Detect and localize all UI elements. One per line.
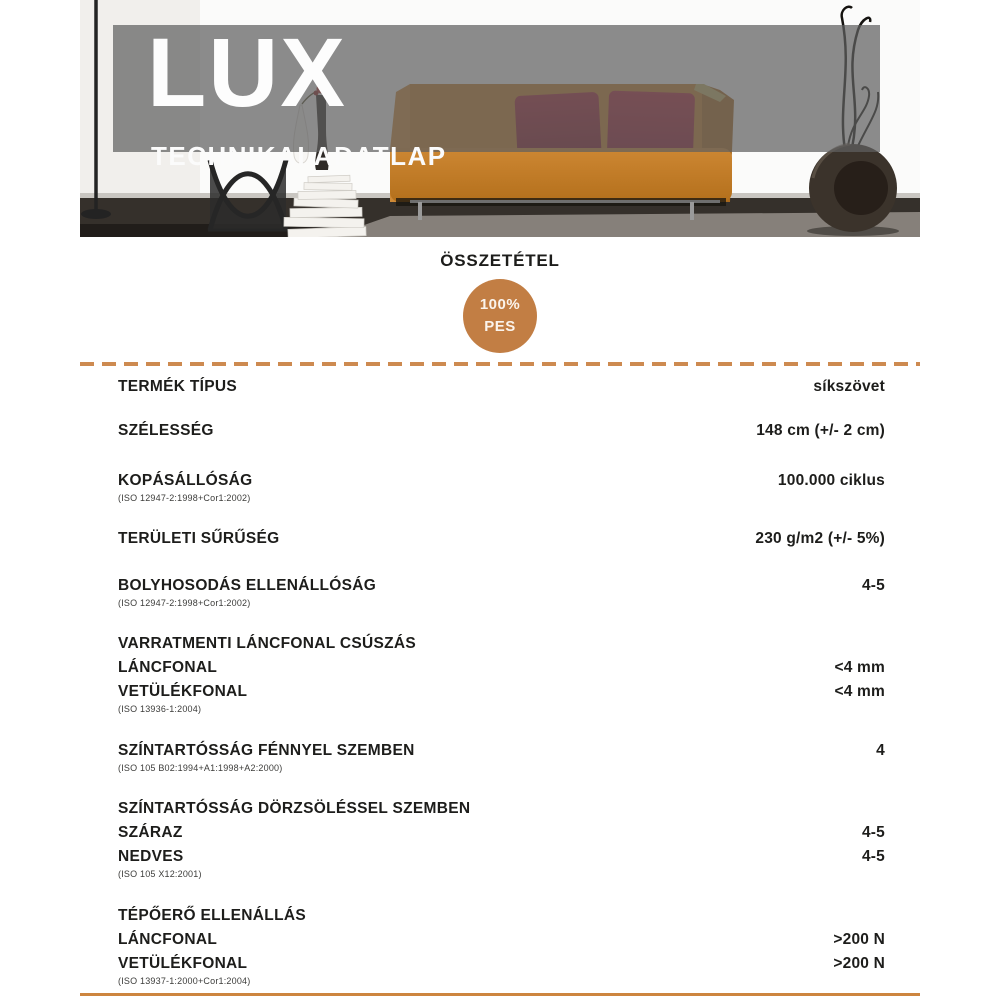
spec-value: <4 mm [834, 683, 885, 700]
spec-value: 230 g/m2 (+/- 5%) [755, 530, 885, 547]
page-subtitle: TECHNIKAI ADATLAP [151, 141, 447, 171]
spec-row-tear-strength [118, 907, 885, 986]
spec-value: 148 cm (+/- 2 cm) [756, 422, 885, 439]
spec-sublabel: VETÜLÉKFONAL [118, 955, 248, 972]
iso-reference: (ISO 105 B02:1994+A1:1998+A2:2000) [118, 763, 283, 773]
spec-table [80, 366, 920, 986]
spec-sublabel: SZÁRAZ [118, 824, 183, 841]
spec-row-product-type [118, 378, 885, 396]
page-content [80, 0, 920, 1000]
spec-group-label: SZÍNTARTÓSSÁG DÖRZSÖLÉSSEL SZEMBEN [118, 800, 471, 817]
page-title: LUX [147, 18, 347, 127]
spec-row-seam-slippage [118, 635, 885, 714]
spec-label: BOLYHOSODÁS ELLENÁLLÓSÁG [118, 577, 377, 594]
spec-sublabel: LÁNCFONAL [118, 659, 218, 676]
spec-sublabel: VETÜLÉKFONAL [118, 683, 248, 700]
iso-reference: (ISO 12947-2:1998+Cor1:2002) [118, 598, 251, 608]
spec-value: >200 N [833, 931, 885, 948]
iso-reference: (ISO 105 X12:2001) [118, 869, 202, 879]
hero-image [80, 0, 920, 237]
composition-heading: ÖSSZETÉTEL [440, 251, 560, 270]
spec-row-density [118, 530, 885, 548]
spec-label: SZÉLESSÉG [118, 422, 214, 439]
spec-row-width [118, 422, 885, 440]
spec-value: síkszövet [813, 378, 885, 395]
spec-value: >200 N [833, 955, 885, 972]
spec-value: 4-5 [861, 824, 885, 841]
iso-reference: (ISO 12947-2:1998+Cor1:2002) [118, 493, 251, 503]
spec-value: 4-5 [861, 848, 885, 865]
spec-label: SZÍNTARTÓSSÁG FÉNNYEL SZEMBEN [118, 742, 415, 759]
spec-group-label: VARRATMENTI LÁNCFONAL CSÚSZÁS [118, 635, 417, 652]
spec-label: KOPÁSÁLLÓSÁG [118, 472, 253, 489]
composition-percent: 100% [479, 296, 521, 314]
spec-value: <4 mm [834, 659, 885, 676]
composition-material: PES [484, 318, 516, 335]
spec-label: TERÜLETI SŰRŰSÉG [118, 530, 280, 547]
spec-value: 100.000 ciklus [777, 472, 885, 489]
composition-badge [463, 279, 537, 353]
iso-reference: (ISO 13936-1:2004) [118, 704, 202, 714]
spec-row-lightfastness [118, 742, 885, 773]
care-symbols-row [80, 996, 920, 1000]
spec-label: TERMÉK TÍPUS [118, 378, 237, 395]
iso-reference: (ISO 13937-1:2000+Cor1:2004) [118, 976, 251, 986]
spec-row-rubbing-fastness [118, 800, 885, 879]
spec-sublabel: LÁNCFONAL [118, 931, 218, 948]
spec-value: 4 [876, 742, 885, 759]
spec-sublabel: NEDVES [118, 848, 184, 865]
spec-group-label: TÉPŐERŐ ELLENÁLLÁS [118, 907, 306, 924]
spec-row-pilling [118, 577, 885, 608]
spec-value: 4-5 [861, 577, 885, 594]
composition-section [80, 251, 920, 353]
spec-row-abrasion [118, 472, 885, 503]
